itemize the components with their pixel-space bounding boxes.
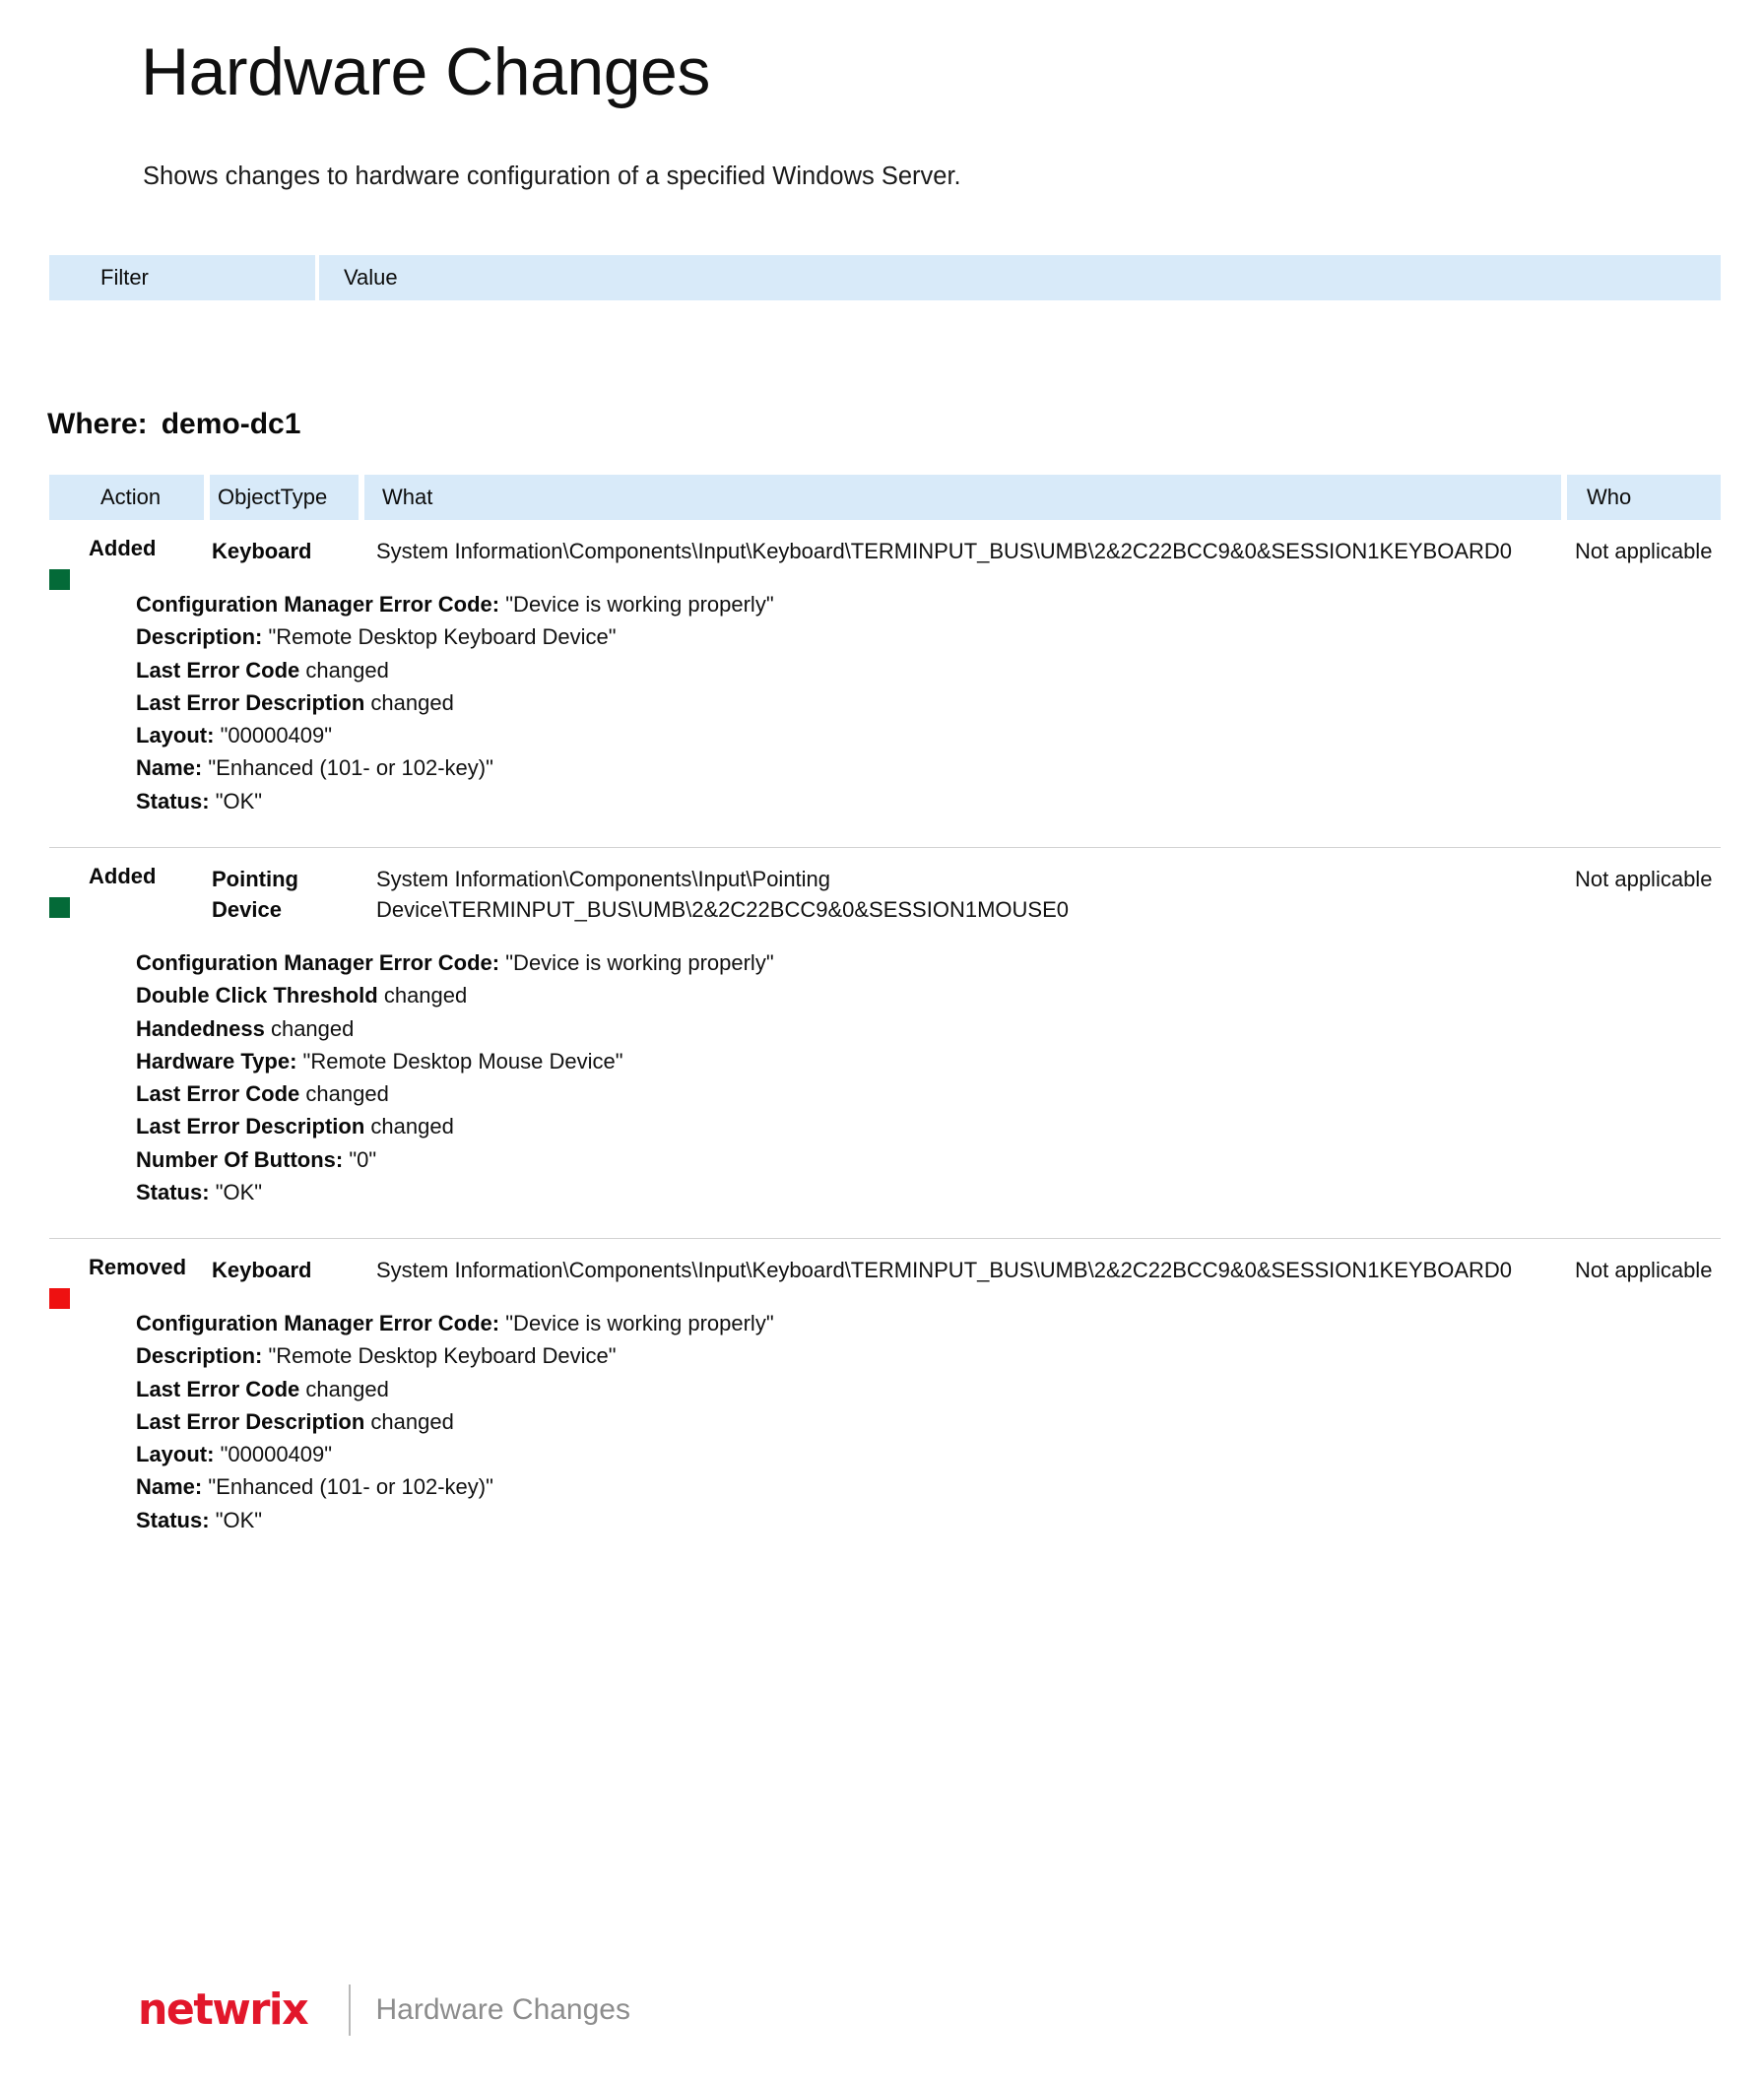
detail-line [136, 1339, 1721, 1372]
detail-value: "Device is working properly" [505, 1311, 774, 1336]
detail-label: Status: [136, 1179, 210, 1204]
added-status-marker [49, 897, 70, 918]
detail-value: "Remote Desktop Mouse Device" [302, 1048, 623, 1074]
detail-value: "0" [349, 1146, 377, 1172]
column-header-what: What [364, 475, 1561, 520]
detail-value: changed [370, 689, 454, 715]
detail-value: "Enhanced (101- or 102-key)" [208, 755, 493, 781]
detail-value: "00000409" [220, 723, 333, 748]
detail-label: Layout: [136, 1442, 215, 1467]
detail-label: Handedness [136, 1015, 265, 1041]
detail-line [136, 686, 1721, 719]
filter-column-label: Filter [100, 265, 149, 290]
detail-line [136, 1143, 1721, 1176]
detail-label: Status: [136, 788, 210, 813]
detail-label: Name: [136, 755, 203, 781]
cell-action [49, 1255, 204, 1280]
page-subtitle: Shows changes to hardware configuration of a specified Windows Server. [143, 163, 961, 190]
cell-objecttype: Keyboard [212, 539, 312, 563]
hardware-changes-table [49, 475, 1721, 1564]
filter-table [49, 255, 1721, 300]
detail-value: "Remote Desktop Keyboard Device" [268, 624, 617, 650]
detail-label: Configuration Manager Error Code: [136, 950, 500, 976]
detail-line [136, 1307, 1721, 1339]
cell-action [49, 536, 204, 561]
detail-label: Number Of Buttons: [136, 1146, 344, 1172]
cell-objecttype: Keyboard [212, 1257, 312, 1282]
column-header-action: Action [49, 475, 204, 520]
table-row [49, 520, 1721, 848]
detail-line [136, 1504, 1721, 1536]
detail-line [136, 1405, 1721, 1438]
table-body [49, 520, 1721, 1564]
detail-label: Last Error Description [136, 1408, 365, 1434]
detail-value: changed [370, 1114, 454, 1139]
column-header-who: Who [1567, 475, 1721, 520]
action-label: Removed [89, 1254, 187, 1279]
value-column-label: Value [344, 265, 398, 290]
added-status-marker [49, 569, 70, 590]
detail-line [136, 1470, 1721, 1503]
netwrix-logo: netwrix [138, 1984, 308, 2035]
detail-value: "00000409" [220, 1442, 333, 1467]
cell-action [49, 864, 204, 889]
detail-label: Description: [136, 624, 263, 650]
removed-status-marker [49, 1288, 70, 1309]
footer-divider [349, 1984, 351, 2036]
filter-table-header-value [319, 255, 1721, 300]
detail-line [136, 979, 1721, 1011]
detail-list [49, 566, 1721, 817]
cell-objecttype: Pointing Device [212, 866, 298, 922]
detail-label: Configuration Manager Error Code: [136, 592, 500, 618]
detail-label: Last Error Description [136, 1114, 365, 1139]
table-row-main [49, 848, 1721, 925]
row-bottom-spacer [49, 1536, 1721, 1564]
detail-line [136, 1176, 1721, 1208]
detail-value: changed [383, 983, 468, 1008]
detail-list [49, 925, 1721, 1208]
footer [138, 1984, 630, 2036]
table-row-main [49, 520, 1721, 566]
table-row [49, 848, 1721, 1239]
cell-what: System Information\Components\Input\Pointing Device\TERMINPUT_BUS\UMB\2&2C22BCC9&0&SESSION1MOUSE0 [376, 866, 1069, 922]
detail-label: Configuration Manager Error Code: [136, 1311, 500, 1336]
detail-line [136, 1077, 1721, 1110]
detail-label: Last Error Code [136, 1081, 300, 1107]
footer-report-name: Hardware Changes [375, 1993, 630, 2026]
detail-value: changed [305, 1376, 389, 1401]
detail-value: "OK" [215, 1507, 263, 1532]
detail-label: Last Error Description [136, 689, 365, 715]
detail-line [136, 946, 1721, 979]
detail-label: Description: [136, 1343, 263, 1369]
detail-value: "OK" [215, 788, 263, 813]
detail-line [136, 620, 1721, 653]
detail-value: changed [270, 1015, 355, 1041]
cell-what: System Information\Components\Input\Keyboard\TERMINPUT_BUS\UMB\2&2C22BCC9&0&SESSION1KEYBOARD0 [376, 1257, 1513, 1282]
action-label: Added [89, 536, 157, 560]
detail-value: "Enhanced (101- or 102-key)" [208, 1474, 493, 1500]
where-label: Where: [47, 408, 148, 440]
detail-line [136, 1373, 1721, 1405]
detail-value: "OK" [215, 1179, 263, 1204]
cell-who: Not applicable [1575, 1257, 1713, 1282]
detail-label: Hardware Type: [136, 1048, 297, 1074]
detail-label: Status: [136, 1507, 210, 1532]
detail-value: "Device is working properly" [505, 592, 774, 618]
action-label: Added [89, 863, 157, 888]
column-header-objecttype: ObjectType [210, 475, 359, 520]
detail-value: "Device is working properly" [505, 950, 774, 976]
detail-line [136, 1438, 1721, 1470]
cell-who: Not applicable [1575, 539, 1713, 563]
detail-label: Double Click Threshold [136, 983, 378, 1008]
detail-value: changed [370, 1408, 454, 1434]
detail-line [136, 654, 1721, 686]
detail-line [136, 1045, 1721, 1077]
detail-list [49, 1285, 1721, 1536]
detail-value: "Remote Desktop Keyboard Device" [268, 1343, 617, 1369]
detail-value: changed [305, 1081, 389, 1107]
page-title: Hardware Changes [141, 34, 710, 109]
detail-label: Layout: [136, 723, 215, 748]
detail-line [136, 751, 1721, 784]
filter-table-header-filter [49, 255, 315, 300]
table-row-main [49, 1239, 1721, 1285]
where-value: demo-dc1 [161, 408, 301, 440]
detail-line [136, 785, 1721, 817]
table-row [49, 1239, 1721, 1564]
detail-label: Last Error Code [136, 1376, 300, 1401]
detail-line [136, 719, 1721, 751]
where-heading [47, 408, 300, 441]
detail-label: Last Error Code [136, 657, 300, 683]
detail-line [136, 588, 1721, 620]
cell-what: System Information\Components\Input\Keyboard\TERMINPUT_BUS\UMB\2&2C22BCC9&0&SESSION1KEYBOARD0 [376, 539, 1513, 563]
detail-line [136, 1012, 1721, 1045]
table-header-row [49, 475, 1721, 520]
cell-who: Not applicable [1575, 866, 1713, 891]
detail-value: changed [305, 657, 389, 683]
detail-label: Name: [136, 1474, 203, 1500]
detail-line [136, 1110, 1721, 1142]
